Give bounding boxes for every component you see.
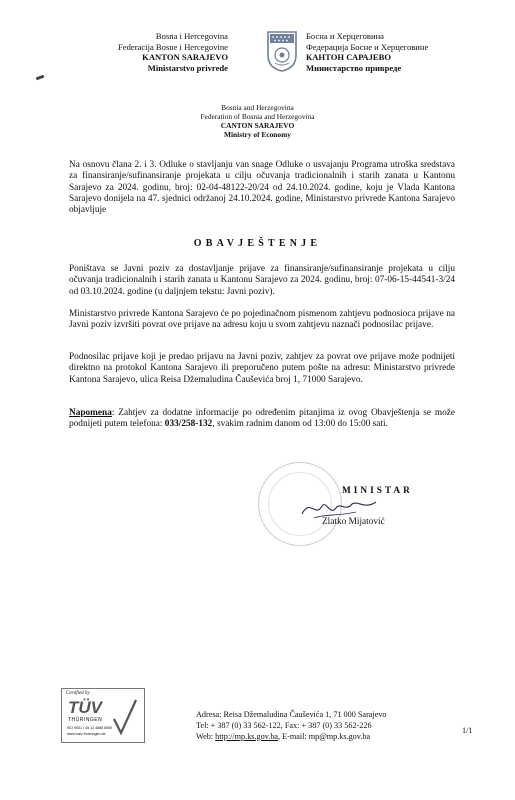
tuv-certificate-logo: [61, 688, 145, 743]
paragraph-annulment: Poništava se Javni poziv za dostavljanje prijave za finansiranje/sufinansiranje projekata u cilju očuvanja tradicionalnih i starih zanata u Kantonu Sarajevo za 2024. godinu, broj: 07-06-15-44541-3/24 od 03.10.2024. godine (u daljnjem tekstu: Javni poziv).: [69, 264, 455, 297]
cert-brand: TÜV: [68, 698, 102, 717]
margin-mark: [36, 75, 45, 81]
header-english-canton: CANTON SARAJEVO: [220, 121, 295, 130]
cert-region: THÜRINGEN: [68, 717, 103, 723]
intro-paragraph: Na osnovu člana 2. i 3. Odluke o stavljanju van snage Odluke o usvajanju Programa utroška sredstava za finansiranje/sufinansiranje projekata u cilju očuvanja tradicionalnih i starih zanata u Kantonu Sarajevo za 2024. godinu, broj: 02-04-48122-20/24 od 24.10.2024. godine, koju je Vlada Kantona Sarajevo donijela na 47. sjednici održanoj 24.10.2024. godine, Ministarstvo privrede Kantona Sarajevo objavljuje: [69, 160, 455, 216]
cert-code: ISO 9001 / 45 13 4888 6069: [67, 726, 113, 730]
footer-web-label: Web:: [196, 732, 216, 741]
cert-url: www.tuev-thueringen.de: [67, 732, 106, 736]
footer-web-link[interactable]: http://mp.ks.gov.ba: [215, 732, 279, 741]
header-right-canton: КАНТОН САРАЈЕВО: [306, 52, 392, 62]
signature-name: Zlatko Mijatović: [322, 517, 385, 527]
note-text-before: : Zahtjev za dodatne informacije po određenim pitanjima iz ovog Obavještenja se može podnijeti putem telefona:: [69, 408, 455, 430]
header-right: [306, 31, 428, 73]
paragraph-submission: Podnosilac prijave koji je predao prijavu na Javni poziv, zahtjev za povrat ove prijave može podnijeti direktno na protokol Kantona Sarajevo ili preporučeno putem pošte na adresu: Ministarstvo privrede Kantona Sarajevo, ulica Reisa Džemaludina Čauševića broj 1, 71000 Sarajevo.: [69, 352, 455, 385]
footer-web-line: [196, 732, 370, 743]
header-left-ministry: Ministarstvo privrede: [147, 62, 228, 73]
note-label: Napomena: [69, 408, 112, 418]
cert-top-text: Certified by: [66, 691, 90, 696]
header-english-federation: Federation of Bosnia and Herzegovina: [200, 112, 315, 121]
header-left-canton: KANTON SARAJEVO: [142, 52, 228, 62]
signature-title: MINISTAR: [342, 486, 413, 496]
note-text-after: , svakim radnim danom od 13:00 do 15:00 sati.: [212, 419, 388, 430]
footer-phones: Tel: + 387 (0) 33 562-122, Fax: + 387 (0) 33 562-226: [196, 721, 372, 730]
coat-of-arms-icon: [265, 29, 299, 73]
header-left-country: Bosna i Hercegovina: [155, 31, 228, 41]
header-english-ministry: Ministry of Economy: [224, 130, 291, 139]
header-left-federation: Federacija Bosne i Hercegovine: [117, 41, 228, 52]
checkmark-icon: [112, 697, 138, 737]
note-phone: 033/258-132: [164, 419, 213, 430]
header-english-country: Bosnia and Herzegovina: [221, 103, 294, 112]
header-right-country: Босна и Херцеговина: [306, 31, 384, 41]
paragraph-return: Ministarstvo privrede Kantona Sarajevo će po pojedinačnom pismenom zahtjevu podnosioca prijave na Javni poziv izvršiti povrat ove prijave na adresu koju u svom zahtjevu naznači podnosilac prijave.: [69, 309, 455, 331]
header-right-ministry: Министарство привреде: [306, 62, 402, 73]
note-paragraph: [69, 408, 455, 431]
document-title: OBAVJEŠTENJE: [193, 238, 322, 249]
page-number: 1/1: [462, 726, 473, 735]
footer-address: Adresa: Reisa Džemaludina Čauševića 1, 71 000 Sarajevo: [196, 710, 387, 719]
header-left: [118, 31, 228, 73]
header-english: [0, 103, 515, 139]
header-right-federation: Федерација Босне и Херцеговине: [306, 41, 429, 52]
footer-email: , E-mail: mp@mp.ks.gov.ba: [278, 732, 371, 741]
